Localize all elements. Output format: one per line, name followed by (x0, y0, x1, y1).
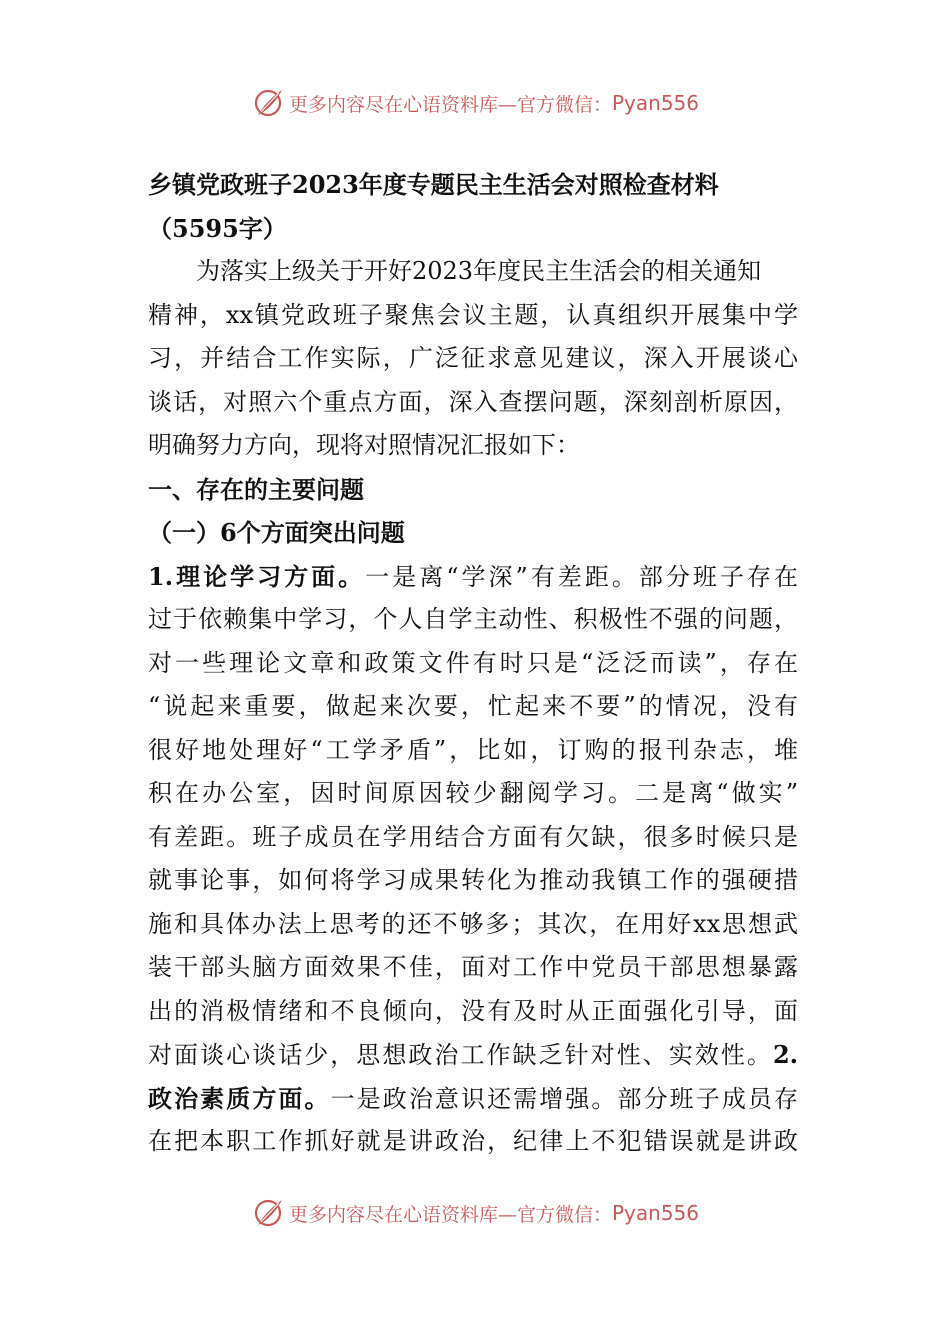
item1-line: 有差距。班子成员在学用结合方面有欠缺，很多时候只是 (148, 822, 798, 851)
watermark-text: 更多内容尽在心语资料库—官方微信： (288, 1203, 612, 1226)
item1-last-line-text: 对面谈心谈话少，思想政治工作缺乏针对性、实效性。 (148, 1041, 773, 1069)
item1-line: 施和具体办法上思考的还不够多；其次，在用好xx思想武 (148, 909, 798, 938)
item1-line: 对一些理论文章和政策文件有时只是“泛泛而读”，存在 (148, 648, 798, 677)
item1-line: 就事论事，如何将学习成果转化为推动我镇工作的强硬措 (148, 866, 798, 894)
item1-line: 出的消极情绪和不良倾向，没有及时从正面强化引导，面 (148, 996, 798, 1025)
section-heading: 一、存在的主要问题 (148, 474, 364, 504)
watermark-text: 更多内容尽在心语资料库—官方微信： (288, 93, 612, 116)
document-word-count: （5595字） (148, 213, 287, 243)
watermark-banner-top (0, 83, 950, 123)
item1-line: 过于依赖集中学习，个人自学主动性、积极性不强的问题， (148, 605, 798, 633)
intro-line: 精神，xx镇党政班子聚焦会议主题，认真组织开展集中学 (148, 300, 798, 329)
watermark-wechat-id: Pyan556 (612, 91, 700, 115)
item1-line: 装干部头脑方面效果不佳，面对工作中党员干部思想暴露 (148, 953, 798, 981)
item1-line: 积在办公室，因时间原因较少翻阅学习。二是离“做实” (148, 779, 798, 807)
item2-number: 2. (772, 1040, 798, 1069)
feather-logo-icon (251, 1196, 285, 1230)
item1-first-line-text: 一是离“学深”有差距。部分班子存在 (365, 562, 798, 591)
watermark-banner-bottom (0, 1193, 950, 1233)
item1-line: “说起来重要，做起来次要，忙起来不要”的情况，没有 (148, 692, 798, 720)
document-body (148, 163, 798, 1164)
item2-line: 在把本职工作抓好就是讲政治，纪律上不犯错误就是讲政 (148, 1127, 798, 1155)
feather-logo-icon (251, 86, 285, 120)
item2-first-line-text: 一是政治意识还需增强。部分班子成员存 (330, 1084, 798, 1113)
item1-label: 1.理论学习方面。 (148, 561, 366, 591)
item1-line: 很好地处理好“工学矛盾”，比如，订购的报刊杂志，堆 (148, 735, 798, 764)
subsection-heading: （一）6个方面突出问题 (148, 518, 405, 547)
intro-line: 习，并结合工作实际，广泛征求意见建议，深入开展谈心 (148, 344, 798, 372)
watermark-wechat-id: Pyan556 (612, 1201, 700, 1225)
document-title: 乡镇党政班子2023年度专题民主生活会对照检查材料 (148, 170, 719, 199)
item1-last-line (148, 1033, 798, 1077)
intro-line: 为落实上级关于开好2023年度民主生活会的相关通知 (196, 257, 762, 285)
item1-first-line (148, 555, 798, 599)
intro-line: 谈话，对照六个重点方面，深入查摆问题，深刻剖析原因， (148, 387, 798, 416)
item2-first-line (148, 1077, 798, 1121)
intro-line: 明确努力方向，现将对照情况汇报如下： (148, 431, 580, 459)
item2-label: 政治素质方面。 (148, 1083, 331, 1113)
